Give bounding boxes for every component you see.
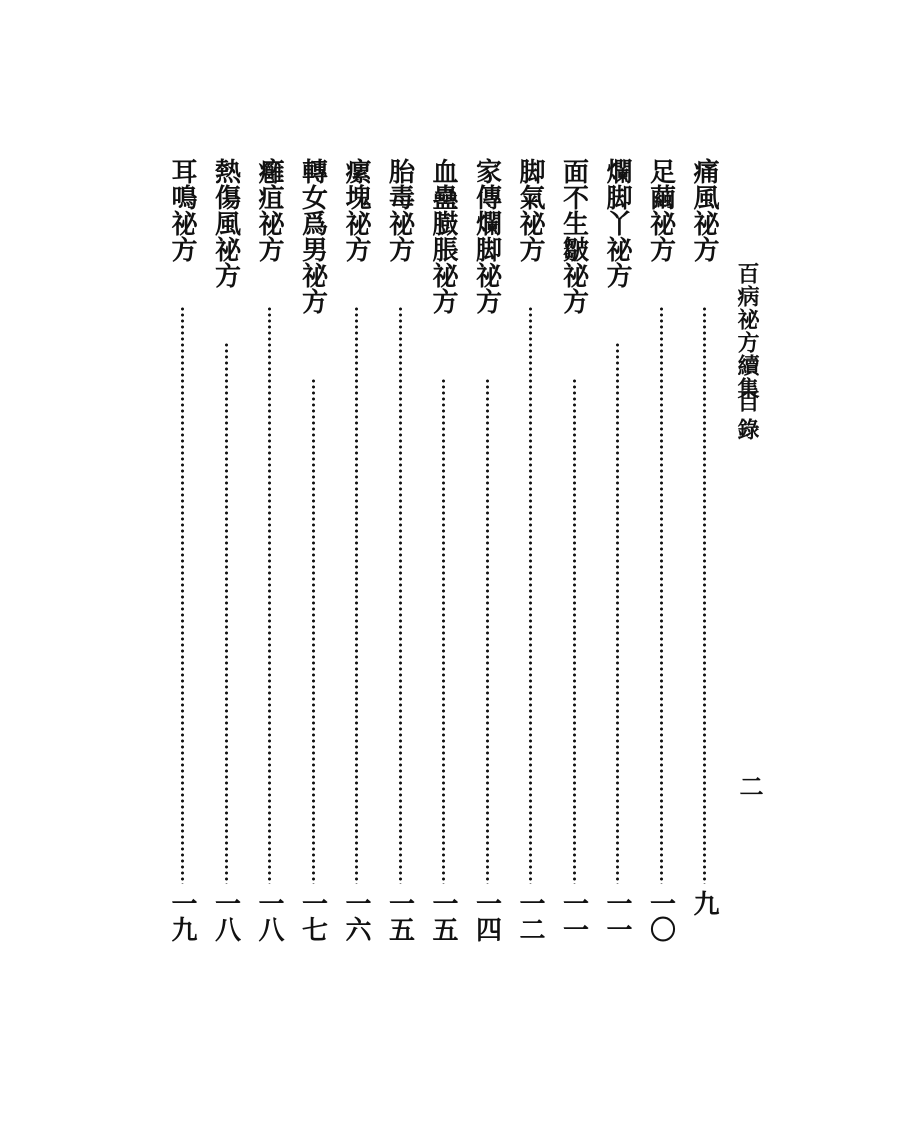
section-title: 目錄 bbox=[734, 390, 760, 446]
toc-entry-page-number: 一五 bbox=[384, 890, 415, 942]
toc-entry-title: 胎毒祕方 bbox=[384, 158, 415, 262]
toc-entry-title: 瘰塊祕方 bbox=[341, 158, 371, 262]
toc-entry-page-number: 一七 bbox=[297, 890, 328, 942]
toc-entry-page-number: 一二 bbox=[515, 890, 545, 942]
toc-entry-page-number: 一八 bbox=[210, 890, 241, 942]
dot-leader bbox=[311, 378, 316, 884]
toc-entry bbox=[208, 158, 244, 958]
dot-leader bbox=[572, 378, 577, 884]
toc-entry-page-number: 一五 bbox=[428, 890, 458, 942]
toc-entry-title: 足繭祕方 bbox=[645, 158, 676, 262]
toc-entry bbox=[599, 158, 635, 958]
dot-leader bbox=[180, 306, 185, 884]
toc-entry-title: 面不生皺祕方 bbox=[558, 158, 589, 314]
dot-leader bbox=[398, 306, 403, 884]
toc-entry-page-number: 一八 bbox=[254, 890, 284, 942]
dot-leader bbox=[659, 306, 664, 884]
toc-entry-page-number: 一九 bbox=[167, 890, 197, 942]
page-number: 二 bbox=[735, 774, 764, 798]
toc-entry-page-number: 一一 bbox=[558, 890, 589, 942]
toc-entry-title: 轉女爲男祕方 bbox=[297, 158, 328, 314]
toc-entry-page-number: 一四 bbox=[471, 890, 502, 942]
toc-entry-title: 爛脚丫祕方 bbox=[602, 158, 632, 288]
dot-leader bbox=[267, 306, 272, 884]
dot-leader bbox=[485, 378, 490, 884]
toc-entry bbox=[643, 158, 679, 958]
toc-entry bbox=[251, 158, 287, 958]
toc-entry bbox=[338, 158, 374, 958]
toc-entry bbox=[686, 158, 722, 958]
toc-entry bbox=[469, 158, 505, 958]
toc-entry-title: 痛風祕方 bbox=[689, 158, 719, 262]
toc-entry-page-number: 一〇 bbox=[645, 890, 676, 942]
toc-entry-title: 癰疽祕方 bbox=[254, 158, 284, 262]
dot-leader bbox=[441, 378, 446, 884]
toc-entry-title: 熱傷風祕方 bbox=[210, 158, 241, 288]
toc-entry-title: 耳鳴祕方 bbox=[167, 158, 197, 262]
toc-entry-page-number: 一一 bbox=[602, 890, 632, 942]
toc-entry bbox=[382, 158, 418, 958]
dot-leader bbox=[354, 306, 359, 884]
toc-entry-title: 脚氣祕方 bbox=[515, 158, 545, 262]
toc-entry bbox=[295, 158, 331, 958]
dot-leader bbox=[615, 342, 620, 884]
toc-entry-page-number: 九 bbox=[689, 890, 719, 916]
toc-entry bbox=[556, 158, 592, 958]
toc-entry bbox=[512, 158, 548, 958]
toc-entry bbox=[164, 158, 200, 958]
dot-leader bbox=[224, 342, 229, 884]
dot-leader bbox=[528, 306, 533, 884]
toc-entry-title: 血蠱臌脹祕方 bbox=[428, 158, 458, 314]
dot-leader bbox=[702, 306, 707, 884]
toc-entry-title: 家傳爛脚祕方 bbox=[471, 158, 502, 314]
running-header bbox=[724, 262, 764, 822]
toc-entry bbox=[425, 158, 461, 958]
toc-entry-page-number: 一六 bbox=[341, 890, 371, 942]
book-title: 百病祕方續集 bbox=[734, 262, 760, 400]
